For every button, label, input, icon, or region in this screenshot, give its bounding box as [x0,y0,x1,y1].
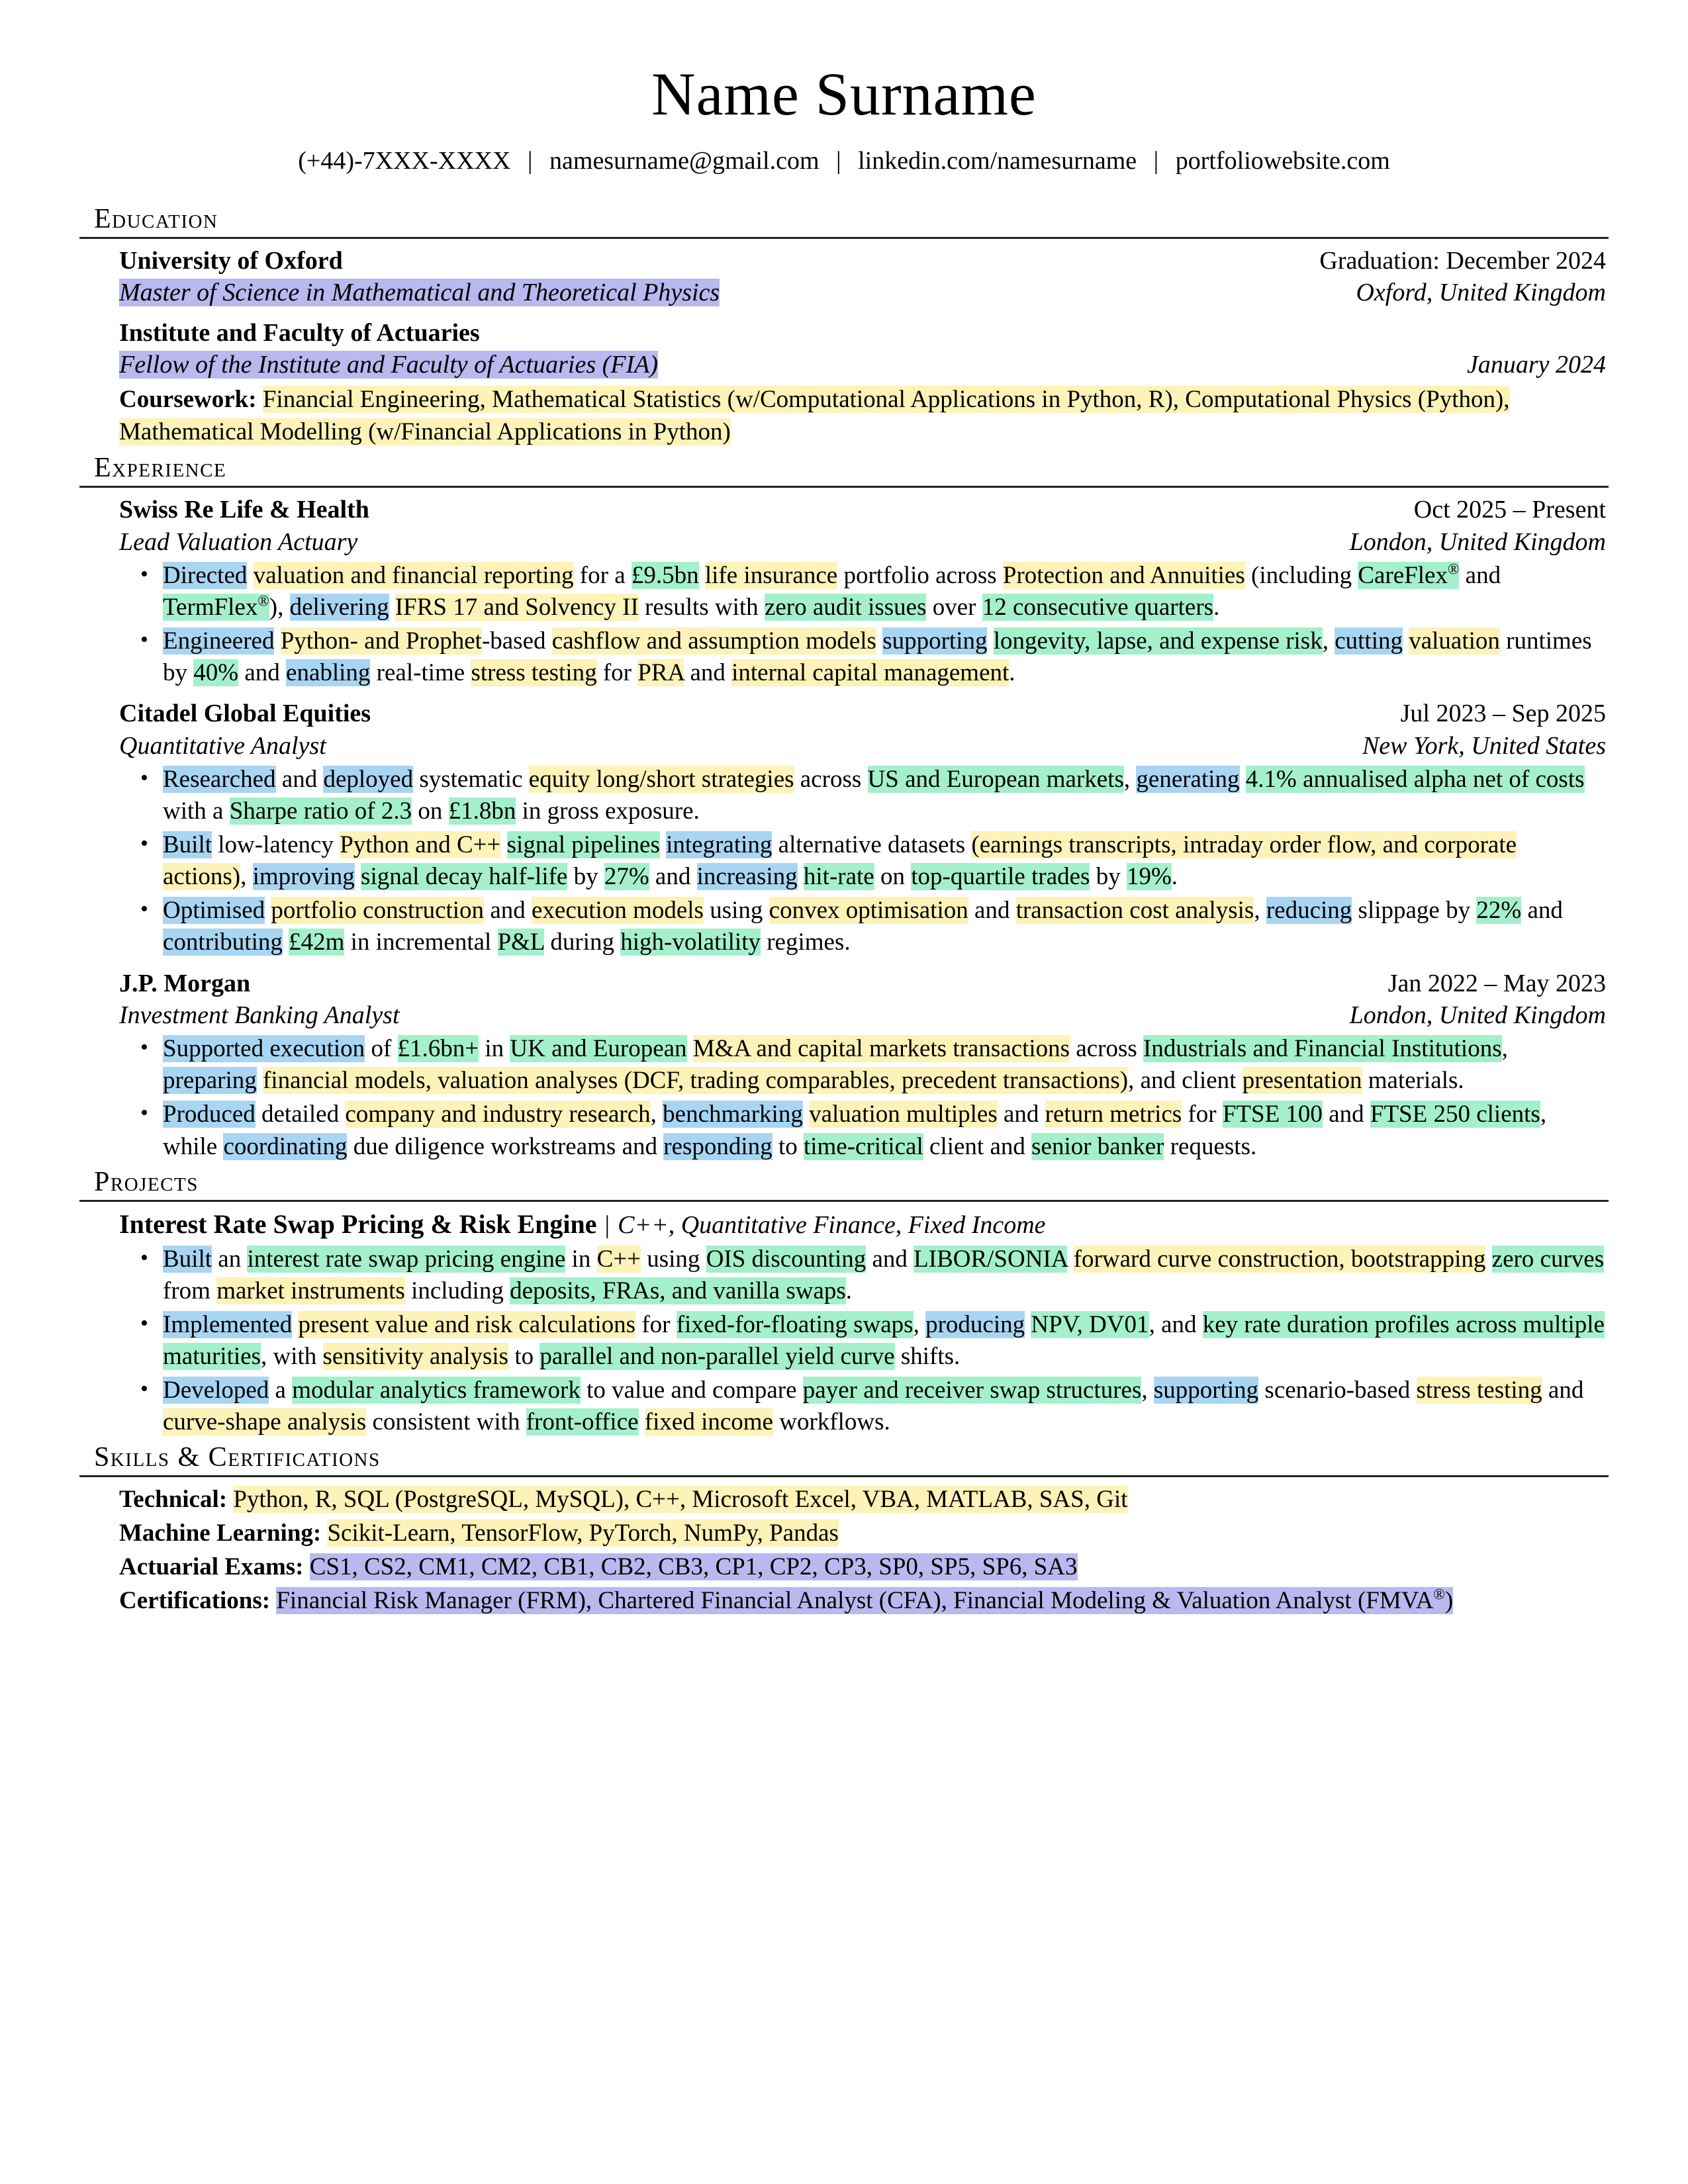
employer-name: Citadel Global Equities [119,700,371,728]
highlight-g: 22% [1476,897,1522,925]
experience-bullet-list [119,560,1606,689]
degree-name [119,349,658,380]
education-entry [119,318,1606,381]
highlight-g: senior banker [1031,1132,1164,1160]
highlight-b: generating [1136,765,1240,793]
highlight-y: valuation multiples [809,1101,998,1128]
employer-name: Swiss Re Life & Health [119,496,369,524]
highlight-g: fixed-for-floating swaps [676,1310,914,1338]
project-tech-stack: C++, Quantitative Finance, Fixed Income [618,1210,1046,1239]
job-title: Lead Valuation Actuary [119,527,358,556]
section-heading-experience: Experience [94,452,227,483]
highlight-b: integrating [666,831,773,859]
experience-bullet-list [119,1033,1606,1162]
contact-separator [825,147,852,176]
highlight-g: £9.5bn [631,561,699,589]
section-projects [79,1167,1609,1439]
job-title: Quantitative Analyst [119,731,326,760]
highlight-y: company and industry research [345,1101,651,1128]
highlight-b: increasing [696,863,798,891]
contact-separator [517,147,543,176]
highlight-y: convex optimisation [769,897,968,925]
bullet-item: • Developed a modular analytics framework to value and compare payer and receiver swap structures, supporting scenario-based stress testing and curve-shape analysis consistent with front-office fixed income workflows. [163,1375,1606,1438]
bullet-item: • Researched and deployed systematic equity long/short strategies across US and European markets, generating 4.1% annualised alpha net of costs with a Sharpe ratio of 2.3 on £1.8bn in gross exposure. [163,764,1606,827]
highlight-g: signal pipelines [506,831,660,859]
candidate-name: Name Surname [651,60,1037,128]
job-title: Investment Banking Analyst [119,1001,400,1029]
bullet-item: • Directed valuation and financial reporting for a £9.5bn life insurance portfolio across Protection and Annuities (including CareFlex® and TermFlex®), delivering IFRS 17 and Solvency II results with zero audit issues over 12 consecutive quarters. [163,560,1606,623]
experience-entry-header [119,968,1606,999]
highlight-y: sensitivity analysis [322,1342,509,1370]
skills-label: Actuarial Exams: [119,1553,304,1581]
highlight-y: execution models [532,897,704,925]
highlight-b: Built [163,1245,212,1273]
skills-row-machine-learning [119,1518,1606,1550]
highlight-y: portfolio construction [271,897,485,925]
highlight-g: modular analytics framework [292,1376,581,1404]
highlight-g: CareFlex® [1358,561,1460,589]
employer-name: J.P. Morgan [119,969,251,997]
bullet-item: • Implemented present value and risk calculations for fixed-for-floating swaps, producing NPV, DV01, and key rate duration profiles across multiple maturities, with sensitivity analysis to parallel and non-parallel yield curve shifts. [163,1309,1606,1373]
highlight-g: time-critical [803,1132,923,1160]
skills-row-actuarial-exams [119,1551,1606,1584]
highlight-y: valuation and financial reporting [253,561,574,589]
job-location: London, United Kingdom [1349,527,1606,556]
highlight-b: contributing [163,929,283,956]
highlight-g: key rate duration profiles across multiple maturities [163,1310,1605,1370]
highlight-y: forward curve construction, bootstrapping [1073,1245,1486,1273]
highlight-g: US and European markets [867,765,1124,793]
skills-value: Financial Risk Manager (FRM), Chartered Financial Analyst (CFA), Financial Modeling & Valuation Analyst (FMVA®) [276,1586,1454,1614]
highlight-b: Directed [163,561,248,589]
highlight-b: coordinating [223,1132,348,1160]
contact-linkedin[interactable]: linkedin.com/namesurname [858,147,1137,175]
bullet-item: • Built low-latency Python and C++ signal pipelines integrating alternative datasets (earnings transcripts, intraday order flow, and corporate actions), improving signal decay half-life by 27% and increasing hit-rate on top-quartile trades by 19%. [163,829,1606,893]
highlight-b: Researched [163,765,276,793]
highlight-b: delivering [289,593,389,621]
bullet-item: • Produced detailed company and industry research, benchmarking valuation multiples and return metrics for FTSE 100 and FTSE 250 clients, while coordinating due diligence workstreams and responding to time-critical client and senior banker requests. [163,1099,1606,1162]
highlight-b: reducing [1266,897,1352,925]
highlight-g: longevity, lapse, and expense risk [993,627,1323,655]
education-entry [119,246,1606,308]
highlight-y: curve-shape analysis [163,1408,367,1436]
skills-label: Machine Learning: [119,1520,322,1547]
experience-bullet-list [119,764,1606,959]
highlight-g: 40% [193,659,239,687]
highlight-y: present value and risk calculations [298,1310,636,1338]
highlight-b: producing [925,1310,1025,1338]
highlight-b: preparing [163,1067,257,1095]
highlight-b: Engineered [163,627,275,655]
highlight-b: Implemented [163,1310,293,1338]
job-location: New York, United States [1362,731,1606,760]
project-bullet-list [119,1244,1606,1439]
highlight-g: front-office [526,1408,639,1436]
highlight-y: transaction cost analysis [1015,897,1254,925]
highlight-y: equity long/short strategies [528,765,794,793]
highlight-y: fixed income [644,1408,773,1436]
highlight-b: deployed [323,765,414,793]
skills-label: Certifications: [119,1586,271,1614]
education-entry-header [119,246,1606,276]
education-entry-sub [119,349,1606,380]
highlight-g: 12 consecutive quarters [982,593,1214,621]
project-entry [119,1208,1606,1438]
section-heading-skills: Skills & Certifications [94,1442,381,1473]
institution-location: January 2024 [1466,350,1606,379]
highlight-g: TermFlex® [163,592,269,621]
skills-label: Technical: [119,1486,228,1514]
contact-separator [1143,147,1170,176]
highlight-y: IFRS 17 and Solvency II [395,593,639,621]
highlight-b: enabling [286,659,371,687]
highlight-g: 19% [1126,863,1172,891]
highlight-g: 27% [604,863,649,891]
highlight-g: Industrials and Financial Institutions [1143,1035,1502,1063]
highlight-y: presentation [1242,1067,1362,1095]
graduation-date: Graduation: December 2024 [1319,246,1606,275]
experience-entry [119,494,1606,689]
highlight-g: top-quartile trades [911,863,1090,891]
section-education [79,204,1609,449]
highlight-g: FTSE 250 clients [1370,1101,1540,1128]
education-entry-sub [119,277,1606,308]
highlight-g: zero curves [1491,1245,1605,1273]
highlight-b: Built [163,831,212,859]
highlight-b: responding [663,1132,773,1160]
highlight-b: Produced [163,1101,256,1128]
highlight-g: P&L [497,929,545,956]
contact-website[interactable]: portfoliowebsite.com [1175,147,1390,175]
highlight-b: improving [252,863,355,891]
bullet-item: • Optimised portfolio construction and execution models using convex optimisation and transaction cost analysis, reducing slippage by 22% and contributing £42m in incremental P&L during high-volatility regimes. [163,895,1606,958]
section-rule [79,486,1609,488]
highlight-g: FTSE 100 [1222,1101,1323,1128]
highlight-g: NPV, DV01 [1031,1310,1149,1338]
highlight-g: parallel and non-parallel yield curve [539,1342,895,1370]
highlight-y: cashflow and assumption models [551,627,876,655]
coursework-line [119,384,1606,449]
highlight-y: PRA [637,659,684,687]
employment-dates: Jul 2023 – Sep 2025 [1400,700,1606,728]
highlight-y: C++ [596,1245,641,1273]
experience-entry-sub [119,731,1606,761]
highlight-y: return metrics [1045,1101,1182,1128]
highlight-y: life insurance [704,561,838,589]
highlight-g: LIBOR/SONIA [914,1245,1068,1273]
section-experience [79,453,1609,1163]
highlight-g: OIS discounting [706,1245,867,1273]
contact-phone[interactable]: (+44)-7XXX-XXXX [298,147,511,175]
project-entry-header [119,1208,1606,1241]
bullet-item: • Supported execution of £1.6bn+ in UK and European M&A and capital markets transactions across Industrials and Financial Institutions, preparing financial models, valuation analyses (DCF, trading comparables, precedent transactions), and client presentation materials. [163,1033,1606,1097]
highlight-y: Python and C++ [340,831,501,859]
employment-dates: Oct 2025 – Present [1413,496,1606,524]
highlight-y: M&A and capital markets transactions [692,1035,1070,1063]
experience-entry-header [119,494,1606,525]
highlight-b: supporting [1153,1376,1259,1404]
degree-highlight: Master of Science in Mathematical and Theoretical Physics [119,279,720,307]
highlight-g: hit-rate [803,863,874,891]
section-heading-education: Education [94,203,218,234]
skills-row-technical [119,1484,1606,1516]
highlight-b: Supported execution [163,1035,365,1063]
experience-entry-sub [119,527,1606,557]
highlight-g: interest rate swap pricing engine [247,1245,566,1273]
section-skills [79,1442,1609,1617]
highlight-g: £42m [289,929,345,956]
coursework-label: Coursework: [119,386,257,414]
highlight-g: zero audit issues [764,593,927,621]
highlight-g: high-volatility [620,929,761,956]
highlight-g: signal decay half-life [361,863,568,891]
institution-location: Oxford, United Kingdom [1356,279,1606,307]
highlight-y: stress testing [1416,1376,1542,1404]
highlight-b: Optimised [163,897,265,925]
experience-entry-header [119,698,1606,729]
highlight-y: valuation [1409,627,1500,655]
experience-entry [119,968,1606,1163]
highlight-b: cutting [1335,627,1403,655]
skills-value: Scikit-Learn, TensorFlow, PyTorch, NumPy, Pandas [327,1520,839,1547]
institution-name: Institute and Faculty of Actuaries [119,318,480,347]
highlight-g: deposits, FRAs, and vanilla swaps [510,1277,846,1304]
section-rule [79,237,1609,239]
highlight-g: Sharpe ratio of 2.3 [229,797,412,825]
highlight-y: market instruments [216,1277,405,1304]
section-heading-projects: Projects [94,1166,199,1197]
highlight-y: (earnings transcripts, intraday order flow, and corporate actions) [163,831,1517,891]
contact-line [79,147,1609,176]
highlight-g: £1.8bn [448,797,516,825]
contact-email[interactable]: namesurname@gmail.com [549,147,820,175]
highlight-y: stress testing [471,659,597,687]
highlight-y: internal capital management [731,659,1009,687]
highlight-y: Protection and Annuities [1002,561,1245,589]
skills-value: CS1, CS2, CM1, CM2, CB1, CB2, CB3, CP1, CP2, CP3, SP0, SP5, SP6, SA3 [309,1553,1078,1581]
coursework-value: Financial Engineering, Mathematical Statistics (w/Computational Applications in Python, R), Computational Physics (Python), Mathematical Modelling (w/Financial Applications in Python) [119,386,1510,446]
skills-value: Python, R, SQL (PostgreSQL, MySQL), C++, Microsoft Excel, VBA, MATLAB, SAS, Git [233,1486,1128,1514]
bullet-item: • Built an interest rate swap pricing engine in C++ using OIS discounting and LIBOR/SONIA forward curve construction, bootstrapping zero curves from market instruments including deposits, FRAs, and vanilla swaps. [163,1244,1606,1307]
highlight-g: 4.1% annualised alpha net of costs [1245,765,1585,793]
experience-entry-sub [119,1000,1606,1030]
project-title-line [119,1208,1046,1241]
highlight-g: £1.6bn+ [397,1035,479,1063]
experience-entry [119,698,1606,958]
section-rule [79,1200,1609,1202]
highlight-y: financial models, valuation analyses (DCF, trading comparables, precedent transactions) [263,1067,1129,1095]
section-rule [79,1475,1609,1477]
education-entry-header [119,318,1606,348]
project-title: Interest Rate Swap Pricing & Risk Engine [119,1208,597,1239]
highlight-g: payer and receiver swap structures [802,1376,1142,1404]
job-location: London, United Kingdom [1349,1001,1606,1029]
highlight-b: benchmarking [663,1101,803,1128]
degree-name [119,277,720,308]
highlight-g: UK and European [510,1035,687,1063]
institution-name: University of Oxford [119,246,343,275]
skills-row-certifications [119,1585,1606,1617]
employment-dates: Jan 2022 – May 2023 [1387,969,1606,997]
highlight-y: Python- and Prophet [280,627,482,655]
highlight-b: supporting [882,627,988,655]
highlight-b: Developed [163,1376,269,1404]
degree-highlight: Fellow of the Institute and Faculty of Actuaries (FIA) [119,350,659,379]
bullet-item: • Engineered Python- and Prophet-based cashflow and assumption models supporting longevity, lapse, and expense risk, cutting valuation runtimes by 40% and enabling real-time stress testing for PRA and internal capital management. [163,625,1606,689]
project-divider: | [604,1210,610,1239]
